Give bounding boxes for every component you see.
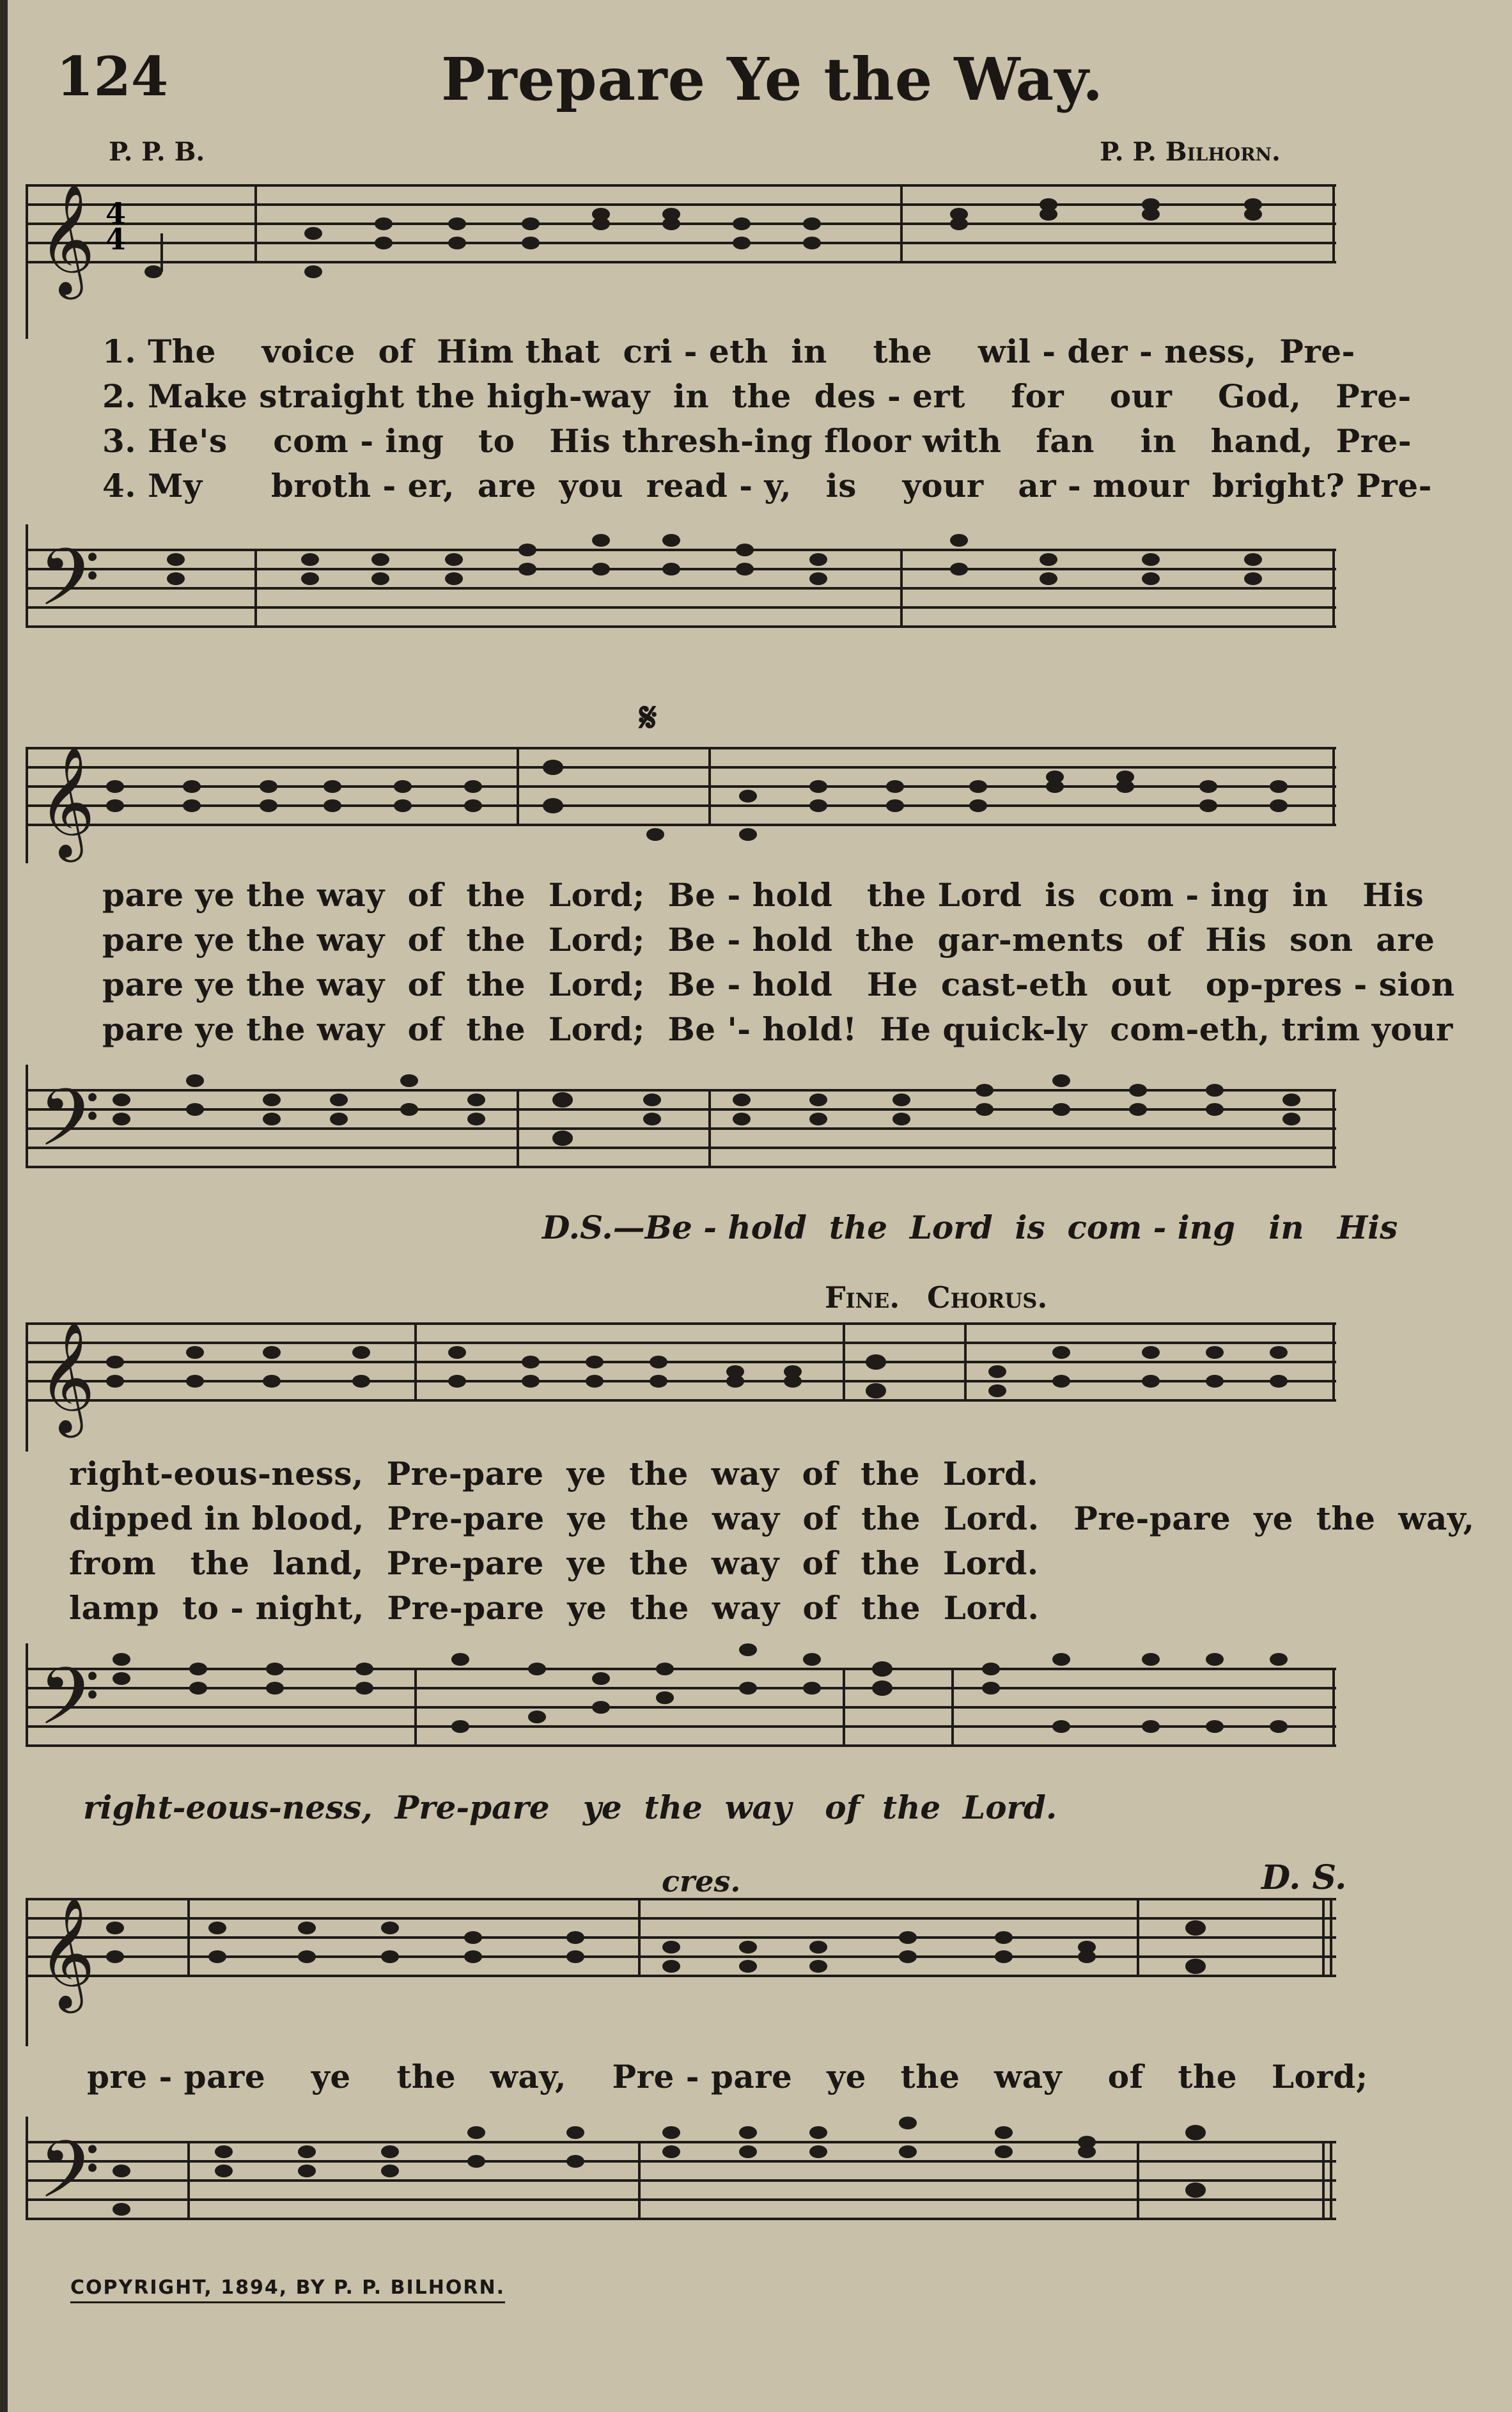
svg-text:𝄞: 𝄞	[38, 746, 95, 858]
bass-staff-1	[26, 524, 1336, 646]
ds-lyric-line-1: D.S.—Be - hold the Lord is com - ing in His	[542, 1209, 1398, 1246]
verse-4-line-2: pare ye the way of the Lord; Be '- hold! He quick-ly com-eth, trim your	[102, 1010, 1453, 1048]
treble-staff-3	[26, 1311, 1336, 1452]
segno-sign: 𝄋	[639, 694, 657, 742]
hymn-number: 124	[56, 45, 169, 108]
chorus-mark: Chorus.	[927, 1280, 1048, 1315]
svg-text:4: 4	[105, 196, 127, 231]
svg-text:𝄢: 𝄢	[38, 532, 100, 643]
verse-4-line-1: 4. My broth - er, are you read - y, is your ar - mour bright? Pre-	[102, 467, 1432, 505]
treble-staff-4	[26, 1886, 1336, 2046]
chorus-lyric-line: pre - pare ye the way, Pre - pare ye the way of the Lord;	[87, 2058, 1368, 2095]
svg-text:𝄞: 𝄞	[38, 1322, 95, 1433]
cresc-mark: cres.	[662, 1864, 741, 1899]
svg-text:𝄞: 𝄞	[38, 1897, 95, 2009]
verse-2-line-3: dipped in blood, Pre-pare ye the way of the Lord. Pre-pare ye the way,	[69, 1500, 1475, 1537]
verse-2-line-2: pare ye the way of the Lord; Be - hold the gar-ments of His son are	[102, 921, 1435, 959]
svg-text:4: 4	[105, 222, 127, 256]
fine-mark: Fine.	[825, 1280, 900, 1315]
music-credit: P. P. Bilhorn.	[1100, 137, 1281, 167]
verse-3-line-1: 3. He's com - ing to His thresh-ing floor with fan in hand, Pre-	[102, 422, 1412, 460]
verse-1-line-1: 1. The voice of Him that cri - eth in the wil - der - ness, Pre-	[102, 333, 1355, 370]
words-credit: P. P. B.	[109, 137, 205, 167]
treble-staff-1	[26, 173, 1336, 339]
verse-2-line-1: 2. Make straight the high-way in the des - ert for our God, Pre-	[102, 377, 1412, 415]
ds-lyric-line-2: right-eous-ness, Pre-pare ye the way of the Lord.	[83, 1789, 1057, 1826]
hymn-title: Prepare Ye the Way.	[441, 45, 1104, 114]
verse-4-line-3: lamp to - night, Pre-pare ye the way of the Lord.	[69, 1589, 1040, 1627]
bass-staff-2	[26, 1065, 1336, 1186]
treble-staff-2	[26, 735, 1336, 863]
verse-3-line-2: pare ye the way of the Lord; Be - hold He cast-eth out op-pres - sion	[102, 966, 1455, 1003]
verse-1-line-3: right-eous-ness, Pre-pare ye the way of the Lord.	[69, 1455, 1039, 1492]
verse-1-line-2: pare ye the way of the Lord; Be - hold the Lord is com - ing in His	[102, 876, 1424, 914]
page-edge	[0, 0, 8, 2412]
svg-text:𝄢: 𝄢	[38, 1651, 100, 1762]
ds-mark: D. S.	[1261, 1858, 1347, 1897]
svg-text:𝄢: 𝄢	[38, 2124, 100, 2236]
svg-text:𝄢: 𝄢	[38, 1072, 100, 1184]
svg-text:𝄞: 𝄞	[38, 184, 95, 295]
bass-staff-4	[26, 2117, 1336, 2244]
verse-3-line-3: from the land, Pre-pare ye the way of the Lord.	[69, 1544, 1039, 1582]
copyright-notice: COPYRIGHT, 1894, BY P. P. BILHORN.	[70, 2276, 505, 2303]
bass-staff-3	[26, 1643, 1336, 1771]
